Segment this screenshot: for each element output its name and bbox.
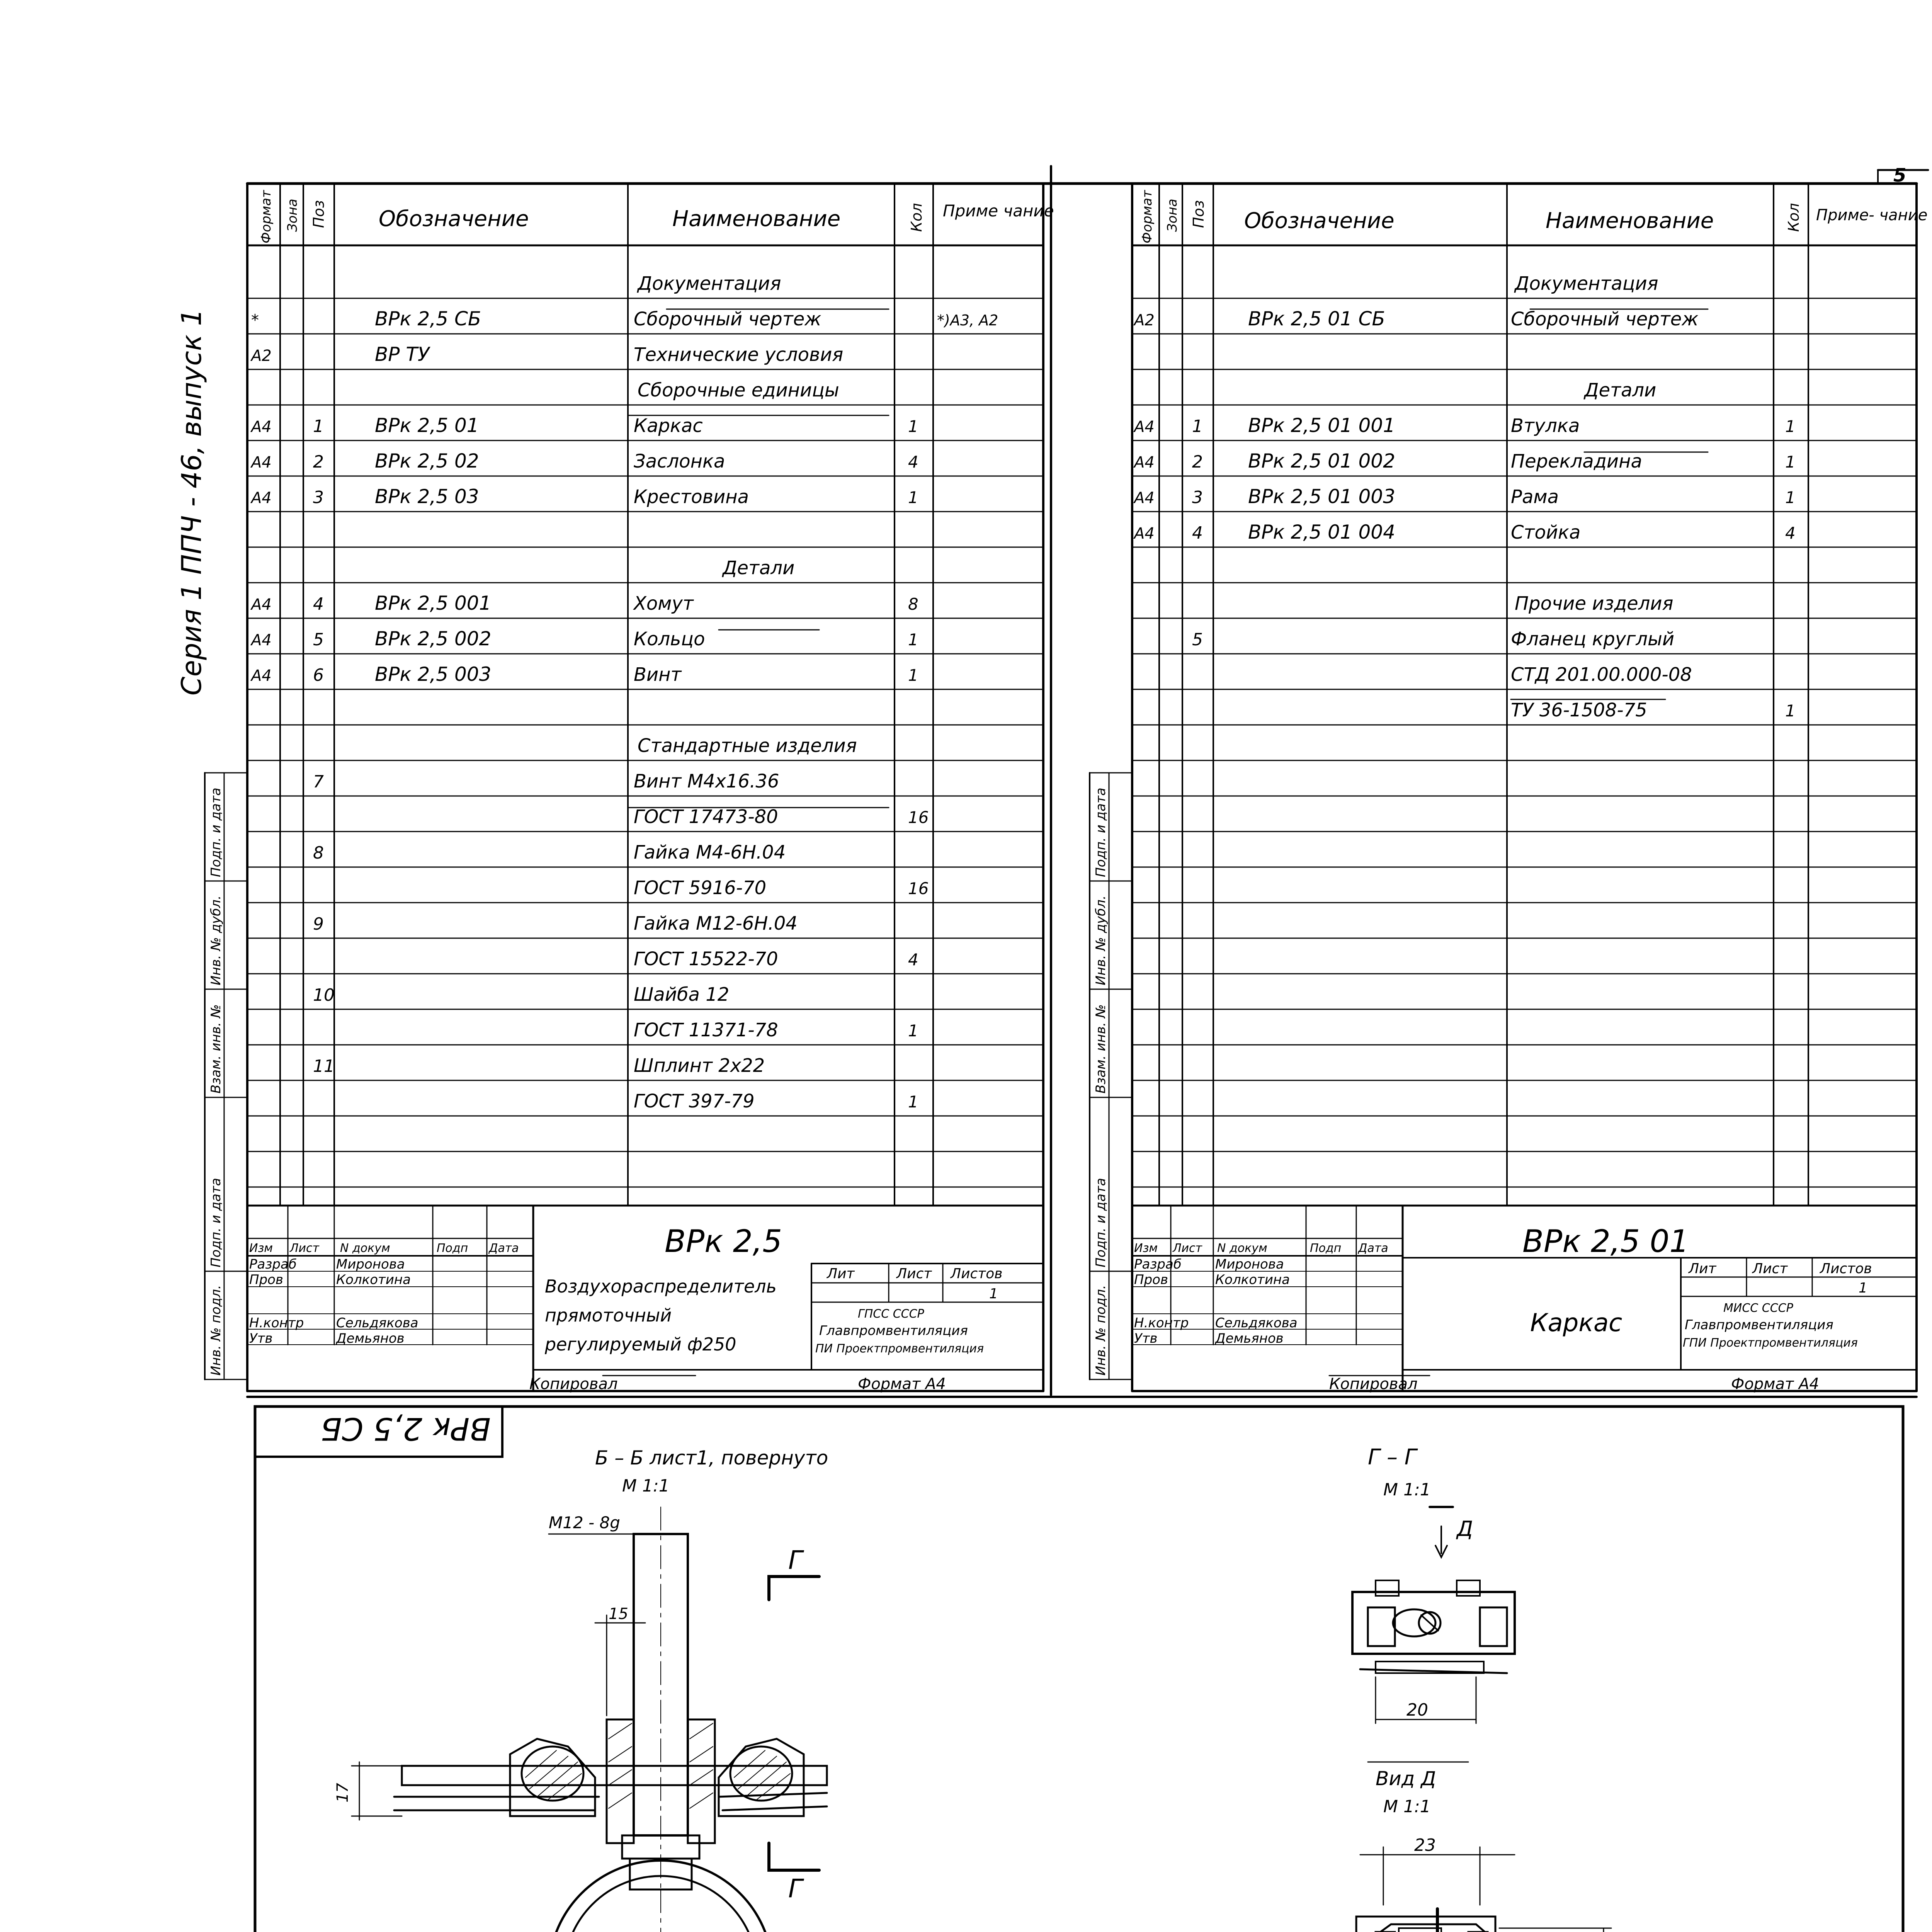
stamp-name: Миронова — [1215, 1257, 1284, 1272]
left-row-pos: 7 — [313, 772, 324, 792]
left-h-zone: Зона — [285, 199, 300, 232]
left-row-pos: 10 — [313, 985, 335, 1005]
left-stamp-title-1: Воздухораспределитель — [545, 1276, 777, 1297]
right-h-pos: Поз — [1190, 200, 1207, 228]
right-h-designation: Обозначение — [1244, 208, 1395, 233]
side-label: Инв. № дубл. — [208, 895, 224, 985]
section-bb-scale: М 1:1 — [622, 1476, 670, 1496]
left-stamp-title-3: регулируемый ф250 — [545, 1334, 736, 1355]
left-row-name: Хомут — [634, 593, 694, 614]
left-row-format: А4 — [251, 667, 272, 685]
left-row-name: ГОСТ 11371-78 — [634, 1019, 778, 1041]
left-row-designation: ВР ТУ — [375, 343, 430, 366]
right-stamp-org-3: ГПИ Проектпромвентиляция — [1683, 1336, 1858, 1350]
stamp-col-header: Подп — [437, 1242, 468, 1255]
section-gg-title: Г – Г — [1368, 1445, 1417, 1470]
left-row-qty: 1 — [908, 630, 918, 649]
right-h-qty: Кол — [1785, 203, 1802, 232]
left-row-qty: 1 — [908, 1021, 918, 1040]
dim-20: 20 — [1406, 1700, 1428, 1720]
right-row-format: А4 — [1134, 454, 1155, 471]
right-row-format: А4 — [1134, 489, 1155, 507]
left-h-pos: Поз — [310, 200, 327, 228]
left-row-pos: 9 — [313, 914, 324, 934]
left-row-format: * — [251, 311, 259, 329]
left-row-name: Кольцо — [634, 628, 705, 650]
left-row-qty: 1 — [908, 417, 918, 436]
right-h-zone: Зона — [1165, 199, 1180, 232]
left-row-qty: 4 — [908, 452, 918, 471]
right-copied: Копировал — [1329, 1375, 1418, 1393]
left-row-pos: 8 — [313, 843, 324, 863]
left-stamp-org-3: ПИ Проектпромвентиляция — [815, 1342, 984, 1355]
dim-thread: М12 - 8g — [549, 1513, 620, 1532]
left-row-name: Крестовина — [634, 486, 749, 508]
stamp-name: Колкотина — [1215, 1272, 1290, 1287]
stamp-name: Миронова — [336, 1257, 405, 1272]
cut-letter-g-top: Г — [788, 1545, 803, 1575]
left-row-qty: 1 — [908, 666, 918, 685]
right-row-pos: 4 — [1192, 523, 1203, 543]
stamp-name: Сельдякова — [336, 1315, 418, 1331]
left-row-name: ГОСТ 17473-80 — [634, 806, 778, 828]
left-spec-grid — [205, 184, 1043, 1391]
side-label: Взам. инв. № — [208, 1004, 224, 1094]
left-h-designation: Обозначение — [379, 206, 529, 231]
right-row-pos: 3 — [1192, 488, 1203, 507]
left-row-format: А4 — [251, 596, 272, 614]
right-row-pos: 5 — [1192, 630, 1203, 650]
left-row-qty: 16 — [908, 879, 929, 898]
left-row-designation: ВРк 2,5 02 — [375, 450, 479, 472]
left-h-format: Формат — [259, 190, 274, 243]
right-h-format: Формат — [1139, 190, 1155, 243]
view-d-drawing — [1209, 1847, 1627, 1932]
left-row-pos: 1 — [313, 417, 324, 436]
left-row-name: Винт М4х16.36 — [634, 770, 779, 792]
right-stamp-org-2: Главпромвентиляция — [1685, 1317, 1833, 1333]
right-row-qty: 1 — [1785, 417, 1796, 436]
right-row-name: ТУ 36-1508-75 — [1511, 699, 1647, 721]
left-stamp-lists-value: 1 — [989, 1286, 998, 1302]
right-stamp-org-1: МИСС СССР — [1723, 1301, 1793, 1315]
left-row-name: Заслонка — [634, 451, 725, 472]
left-row-qty: 4 — [908, 950, 918, 969]
right-stamp-code: ВРк 2,5 01 — [1522, 1223, 1689, 1259]
side-label: Подп. и дата — [1093, 1178, 1109, 1267]
drawing-corner-code: ВРк 2,5 СБ — [320, 1411, 491, 1447]
left-row-pos: 5 — [313, 630, 324, 650]
dim-23: 23 — [1414, 1835, 1436, 1855]
left-row-designation: ВРк 2,5 002 — [375, 628, 492, 650]
stamp-col-header: Изм — [1134, 1242, 1158, 1255]
left-row-format: А4 — [251, 631, 272, 649]
left-row-name: Шайба 12 — [634, 984, 730, 1005]
right-spec-grid — [1090, 184, 1917, 1391]
stamp-role: Утв — [1134, 1331, 1158, 1346]
side-label: Подп. и дата — [208, 787, 224, 877]
right-row-designation: ВРк 2,5 01 002 — [1248, 450, 1395, 472]
side-label: Инв. № подл. — [1093, 1285, 1109, 1376]
left-row-name: Документация — [638, 273, 781, 294]
series-note: Серия 1 ППЧ - 46, выпуск 1 — [176, 309, 207, 696]
right-row-qty: 1 — [1785, 452, 1796, 471]
stamp-role: Пров — [249, 1272, 283, 1287]
arrow-d-label: Д — [1457, 1517, 1473, 1541]
right-row-format: А4 — [1134, 418, 1155, 436]
stamp-col-header: N докум — [340, 1242, 390, 1255]
left-row-qty: 1 — [908, 488, 918, 507]
stamp-role: Пров — [1134, 1272, 1168, 1287]
right-row-pos: 1 — [1192, 417, 1203, 436]
dim-15: 15 — [609, 1605, 628, 1623]
stamp-name: Демьянов — [1215, 1331, 1284, 1346]
right-row-name: Перекладина — [1511, 451, 1642, 472]
view-d-title: Вид Д — [1376, 1767, 1436, 1790]
left-format: Формат А4 — [858, 1375, 946, 1393]
left-row-pos: 2 — [313, 452, 324, 472]
right-stamp-lists: Листов — [1820, 1261, 1872, 1277]
side-label: Взам. инв. № — [1093, 1004, 1109, 1094]
right-stamp-lit: Лит — [1689, 1261, 1716, 1277]
top-sheet-number: 5 — [1893, 165, 1906, 186]
left-row-pos: 6 — [313, 665, 324, 685]
left-row-qty: 1 — [908, 1092, 918, 1111]
right-stamp-title: Каркас — [1530, 1309, 1622, 1337]
left-h-note: Приме чание — [943, 201, 1054, 220]
right-row-name: Фланец круглый — [1511, 628, 1675, 650]
stamp-role: Н.контр — [249, 1315, 304, 1331]
left-copied: Копировал — [529, 1375, 618, 1393]
side-label: Подп. и дата — [1093, 787, 1109, 877]
right-h-note: Приме- чание — [1816, 206, 1928, 224]
left-row-designation: ВРк 2,5 01 — [375, 414, 479, 437]
left-row-name: Каркас — [634, 415, 703, 437]
section-bb-title: Б – Б лист1, повернуто — [595, 1447, 828, 1469]
stamp-name: Демьянов — [336, 1331, 405, 1346]
stamp-col-header: Лист — [1173, 1242, 1202, 1255]
left-row-qty: 16 — [908, 808, 929, 827]
left-row-format: А2 — [251, 347, 272, 365]
left-row-designation: ВРк 2,5 СБ — [375, 308, 481, 330]
right-row-name: Детали — [1584, 379, 1656, 401]
dim-17: 17 — [334, 1783, 352, 1803]
view-d-scale: М 1:1 — [1383, 1797, 1431, 1816]
right-row-designation: ВРк 2,5 01 003 — [1248, 485, 1395, 508]
left-row-designation: ВРк 2,5 03 — [375, 485, 479, 508]
right-row-name: Сборочный чертеж — [1511, 308, 1699, 330]
right-row-qty: 1 — [1785, 488, 1796, 507]
left-stamp-org-2: Главпромвентиляция — [819, 1323, 968, 1338]
right-row-name: Втулка — [1511, 415, 1580, 437]
stamp-col-header: Дата — [489, 1242, 519, 1255]
left-stamp-list: Лист — [896, 1266, 932, 1282]
right-row-name: Рама — [1511, 486, 1559, 508]
left-stamp-lists: Листов — [951, 1266, 1003, 1282]
right-row-name: Стойка — [1511, 522, 1581, 543]
stamp-col-header: Изм — [249, 1242, 273, 1255]
left-row-name: Детали — [723, 557, 795, 579]
stamp-col-header: Подп — [1310, 1242, 1342, 1255]
left-row-name: Шплинт 2х22 — [634, 1055, 765, 1077]
section-gg-scale: М 1:1 — [1383, 1480, 1431, 1500]
stamp-role: Разраб — [1134, 1257, 1182, 1272]
right-row-format: А4 — [1134, 525, 1155, 543]
left-row-name: Гайка М4-6Н.04 — [634, 842, 786, 863]
left-h-qty: Кол — [908, 203, 925, 232]
right-row-name: СТД 201.00.000-08 — [1511, 664, 1692, 685]
right-row-qty: 4 — [1785, 524, 1796, 543]
section-gg-drawing — [1352, 1507, 1515, 1762]
left-row-qty: 8 — [908, 595, 918, 614]
right-row-designation: ВРк 2,5 01 001 — [1248, 414, 1395, 437]
left-row-name: Винт — [634, 664, 682, 685]
section-bb-drawing — [352, 1507, 1039, 1932]
left-row-format: А4 — [251, 454, 272, 471]
drawing-frame — [216, 1406, 1903, 1932]
right-format: Формат А4 — [1731, 1375, 1819, 1393]
stamp-name: Колкотина — [336, 1272, 411, 1287]
right-row-format: А2 — [1134, 311, 1155, 329]
side-label: Подп. и дата — [208, 1178, 224, 1267]
left-row-format: А4 — [251, 489, 272, 507]
left-row-name: ГОСТ 397-79 — [634, 1090, 755, 1112]
stamp-col-header: N докум — [1217, 1242, 1267, 1255]
right-row-designation: ВРк 2,5 01 004 — [1248, 521, 1395, 543]
left-row-designation: ВРк 2,5 003 — [375, 663, 492, 685]
right-row-pos: 2 — [1192, 452, 1203, 472]
right-row-name: Прочие изделия — [1515, 593, 1673, 614]
left-row-name: ГОСТ 5916-70 — [634, 877, 767, 899]
side-label: Инв. № дубл. — [1093, 895, 1109, 985]
right-row-designation: ВРк 2,5 01 СБ — [1248, 308, 1385, 330]
left-row-name: Сборочные единицы — [638, 379, 839, 401]
left-stamp-code: ВРк 2,5 — [665, 1223, 782, 1259]
stamp-col-header: Лист — [290, 1242, 320, 1255]
left-stamp-lit: Лит — [827, 1266, 855, 1282]
right-row-name: Документация — [1515, 273, 1658, 294]
left-row-name: ГОСТ 15522-70 — [634, 948, 778, 970]
left-row-pos: 4 — [313, 594, 324, 614]
left-row-pos: 11 — [313, 1056, 335, 1076]
stamp-role: Утв — [249, 1331, 273, 1346]
stamp-role: Разраб — [249, 1257, 297, 1272]
right-stamp-lists-value: 1 — [1859, 1280, 1867, 1296]
stamp-col-header: Дата — [1358, 1242, 1388, 1255]
stamp-name: Сельдякова — [1215, 1315, 1298, 1331]
side-label: Инв. № подл. — [208, 1285, 224, 1376]
left-stamp-title-2: прямоточный — [545, 1305, 672, 1326]
left-row-name: Сборочный чертеж — [634, 308, 821, 330]
stamp-role: Н.контр — [1134, 1315, 1189, 1331]
left-stamp-org-1: ГПСС СССР — [858, 1307, 924, 1321]
right-h-name: Наименование — [1546, 208, 1714, 233]
right-row-qty: 1 — [1785, 701, 1796, 720]
left-row-designation: ВРк 2,5 001 — [375, 592, 492, 614]
cut-letter-g-bottom: Г — [788, 1874, 803, 1903]
left-row-note: *)А3, А2 — [937, 312, 998, 329]
left-row-name: Гайка М12-6Н.04 — [634, 913, 798, 934]
left-row-name: Технические условия — [634, 344, 844, 366]
left-h-name: Наименование — [672, 206, 841, 231]
left-row-name: Стандартные изделия — [638, 735, 857, 757]
left-row-pos: 3 — [313, 488, 324, 507]
right-stamp-list: Лист — [1752, 1261, 1788, 1277]
left-row-format: А4 — [251, 418, 272, 436]
